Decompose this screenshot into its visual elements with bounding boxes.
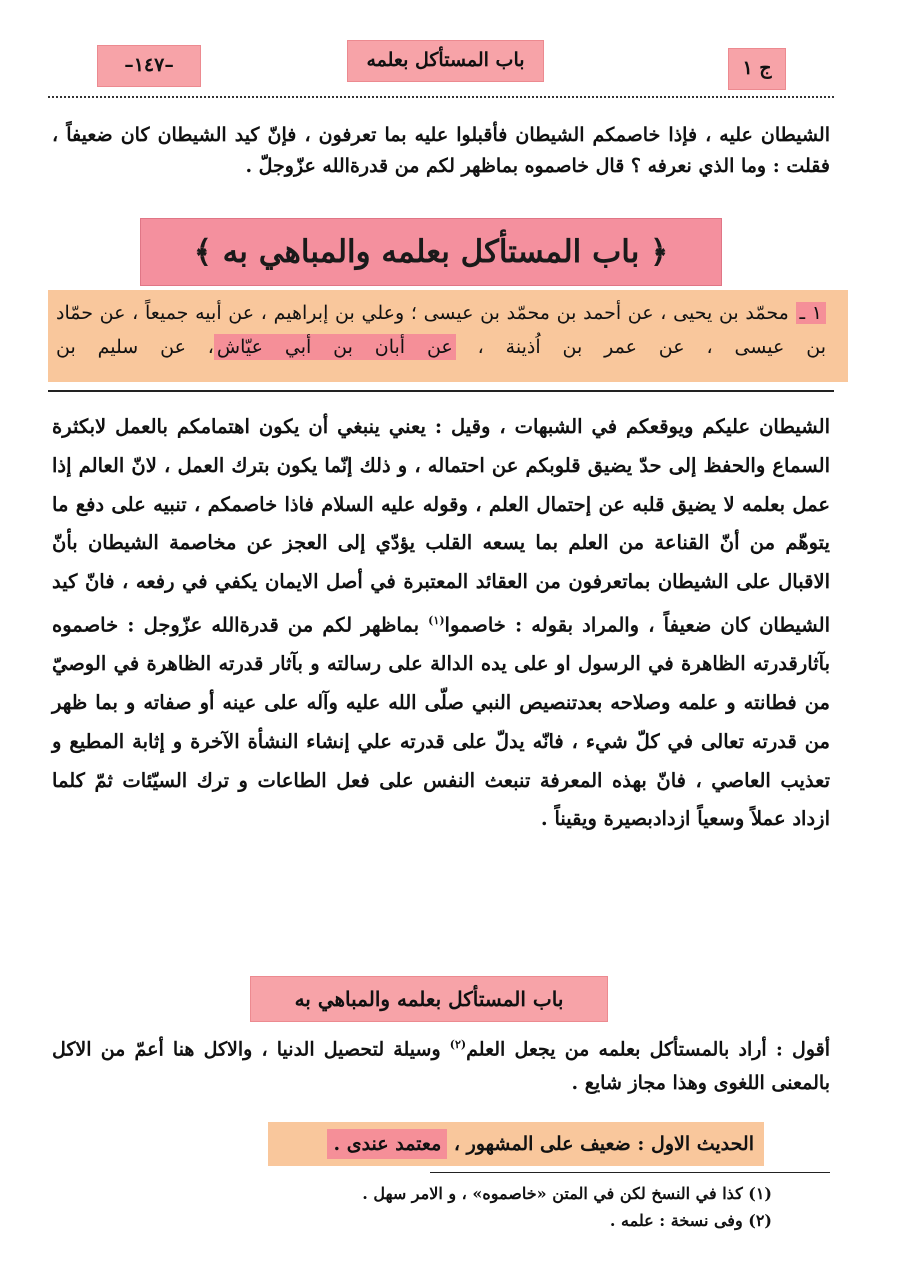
- hadith-number: ١ ـ: [796, 302, 826, 324]
- hadith-chain-part1: محمّد بن يحيى ، عن أحمد بن محمّد بن عيسى ؛ وعلي بن إبراهيم ، عن أبيه جميعاً ، عن حمّاد بن عيسى ، عن عمر بن اُذينة ،: [56, 302, 826, 358]
- chapter-heading: ﴿ باب المستأكل بعلمه والمباهي به ﴾: [140, 218, 722, 286]
- commentary-text-b: بماظهر لكم من قدرةالله عزّوجل : خاصموه بآثارقدرته الظاهرة في الرسول او على يده الدالة على رسالته و بآثار قدرته الظاهرة في الوصيّ من فطانته و علمه وصلاحه بعدتنصيص النبي صلّى الله عليه وآله على عينه أو صفاته و بما ظهر من قدرته تعالى في كلّ شيء ، فانّه يدلّ على قدرته علي إنشاء النشأة الآخرة و إثابة المطيع و تعذيب العاصي ، فانّ بهذه المعرفة تنبعث النفس على فعل الطاعات و ترك السيّئات ثمّ كلما ازداد عملاً وسعياً ازدادبصيرة ويقيناً .: [52, 613, 830, 831]
- section-heading: باب المستأكل بعلمه والمباهي به: [250, 976, 608, 1022]
- reference-text-b: وسيلة لتحصيل الدنيا ، والاكل هنا أعمّ من الاكل بالمعنى اللغوى وهذا مجاز شايع .: [52, 1038, 830, 1095]
- reference-text-a: أقول : أراد بالمستأكل بعلمه من يجعل العلم: [466, 1038, 830, 1061]
- footnote-2: (٢) وفى نسخة : علمه .: [609, 1211, 772, 1230]
- footnote-ref-1: (١): [428, 613, 445, 627]
- header-divider: [48, 96, 834, 98]
- hadith-grading: [268, 1122, 764, 1166]
- intro-paragraph: الشيطان عليه ، فإذا خاصمكم الشيطان فأقبلوا عليه بما تعرفون ، فإنّ كيد الشيطان كان ضعيفاً ، فقلت : وما الذي نعرفه ؟ قال خاصموه بماظهر لكم من قدرةالله عزّوجلّ .: [52, 124, 830, 177]
- commentary-paragraph: [52, 408, 830, 839]
- footnote-ref-2: (٢): [449, 1038, 467, 1051]
- section-divider: [48, 390, 834, 392]
- reference-paragraph: [52, 1028, 830, 1100]
- running-header-title: باب المستأكل بعلمه: [347, 40, 544, 82]
- hadith-chain-text: [56, 296, 826, 364]
- footnote-1: (١) كذا في النسخ لكن في المتن «خاصموه» ، و الامر سهل .: [362, 1184, 772, 1203]
- grading-highlight: معتمد عندى .: [327, 1129, 447, 1159]
- volume-label: ج ١: [728, 48, 786, 90]
- footnote-divider: [430, 1172, 830, 1173]
- grading-text: الحديث الاول : ضعيف على المشهور ،: [453, 1133, 754, 1155]
- footnotes: [120, 1180, 772, 1234]
- hadith-chain-part2: ، عن سليم بن: [56, 336, 214, 358]
- page-number: –١٤٧–: [97, 45, 201, 87]
- commentary-text-a: الشيطان عليكم ويوقعكم في الشبهات ، وقيل : يعني ينبغي أن يكون اهتمامكم بالعمل لابكثرة السماع والحفظ إلى حدّ يضيق قلوبكم عن احتماله ، و ذلك إنّما يكون بترك العمل ، لانّ العالم إذا عمل بعلمه لا يضيق قلبه عن إحتمال العلم ، وقوله عليه السلام فاذا خاصمكم ، تنبيه على دفع ما يتوهّم من أنّ القناعة من العلم بما يسعه القلب يؤدّي إلى العجز عن مخاصمة الشيطان بأنّ الاقبال على الشيطان بماتعرفون من العقائد المعتبرة في أصل الايمان يكفي في رفعه ، فانّ كيد الشيطان كان ضعيفاً ، والمراد بقوله : خاصموا: [52, 415, 830, 637]
- hadith-narrator-highlight: عن أبان بن أبي عيّاش: [214, 334, 456, 360]
